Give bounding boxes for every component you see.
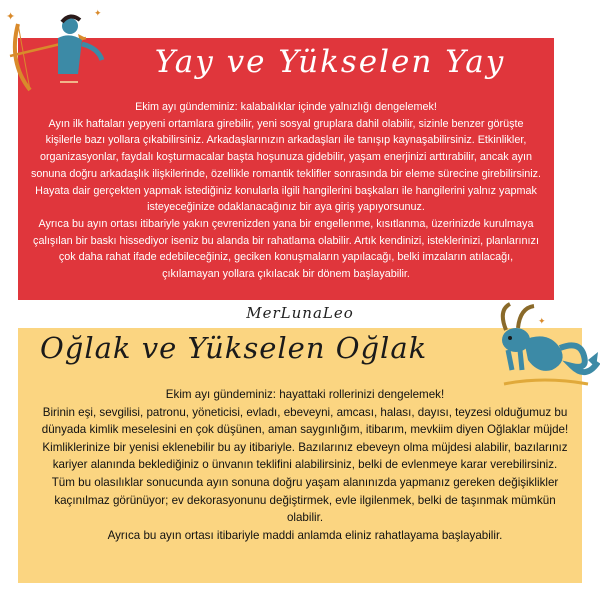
capricorn-paragraph: Ekim ayı gündeminiz: hayattaki rollerinizi dengelemek!: [165, 388, 445, 401]
svg-text:✦: ✦: [94, 9, 102, 19]
capricorn-body: [40, 386, 570, 544]
capricorn-paragraph: Birinin eşi, sevgilisi, patronu, yöneticisi, evladı, ebeveyni, amcası, halası, dayısı, teyzesi olduğumuz bu dünyada kimlik meselesini en çok düşünen, aman saygınlığım, itibarım, mevkiim diyen Oğlaklar müjde! Kimliklerinize bir yenisi eklenebilir bu ay itibariyle. Bazılarınız ebeveyn olma müjdesi alabilir, bazılarınız kariyer alanında beklediğiniz o ünvanın teklifini alabilirsiniz, belki de evlenmeye karar verebilirsiniz. Tüm bu olasılıklar sonucunda ayın sonuna doğru yaşam alanınızda yapmanız gereken değişiklikler kaçınılmaz görünüyor; ev dekorasyonunu değiştirmek, evle ilgilenmek, belki de taşınmak mümkün olabilir.: [41, 405, 569, 525]
capricorn-title: Oğlak ve Yükselen Oğlak: [40, 331, 428, 365]
author-signature: MerLunaLeo: [246, 304, 354, 322]
sagittarius-paragraph: Ekim ayı gündeminiz: kalabalıklar içinde yalnızlığı dengelemek!: [135, 101, 437, 113]
svg-text:✦: ✦: [6, 10, 16, 23]
sagittarius-paragraph: Ayın ilk haftaları yepyeni ortamlara girebilir, yeni sosyal gruplara dahil olabilir, sizinle benzer görüşte kişilerle bazı yollara çıkabilirsiniz. Arkadaşlarınızın arkadaşları ile tanışıp kaynaşabilirsiniz. Etkinlikler, organizasyonlar, faydalı koşturmacalar başta hoşunuza gidebilir, yaşam enerjinizi arttırabilir, ancak ayın sonuna doğru arkadaşlık ilişkilerinde, özellikle romantik teklifler sonrasında bir eleme sürecine girebilirsiniz. Hayata dair gerçekten yapmak istediğiniz konularla ilgili hangilerini başkaları ile hangilerini yalnız yapmak isteyeceğinize odaklanacağınız bir aya giriş yapıyorsunuz.: [30, 117, 542, 214]
sagittarius-paragraph: Ayrıca bu ayın ortası itibariyle yakın çevrenizden yana bir engellenme, kısıtlanma, üzerinizde kurulmaya çalışılan bir baskı hissediyor iseniz bu alanda bir rahatlama olabilir. Artık kendinizi, isteklerinizi, planlarınızı çok daha rahat ifade edebileceğiniz, geciken konuşmaların yapılacağı, belki imzaların atılacağı, çıkılamayan yollara çıkılacak bir dönem başlayabilir.: [33, 217, 539, 281]
svg-text:✦: ✦: [538, 317, 546, 327]
sea-goat-icon: [488, 300, 600, 390]
sagittarius-title: Yay ve Yükselen Yay: [154, 44, 506, 80]
capricorn-paragraph: Ayrıca bu ayın ortası itibariyle maddi anlamda eliniz rahatlayama başlayabilir.: [107, 528, 503, 542]
sagittarius-body: [30, 99, 542, 283]
archer-icon: [4, 4, 114, 104]
